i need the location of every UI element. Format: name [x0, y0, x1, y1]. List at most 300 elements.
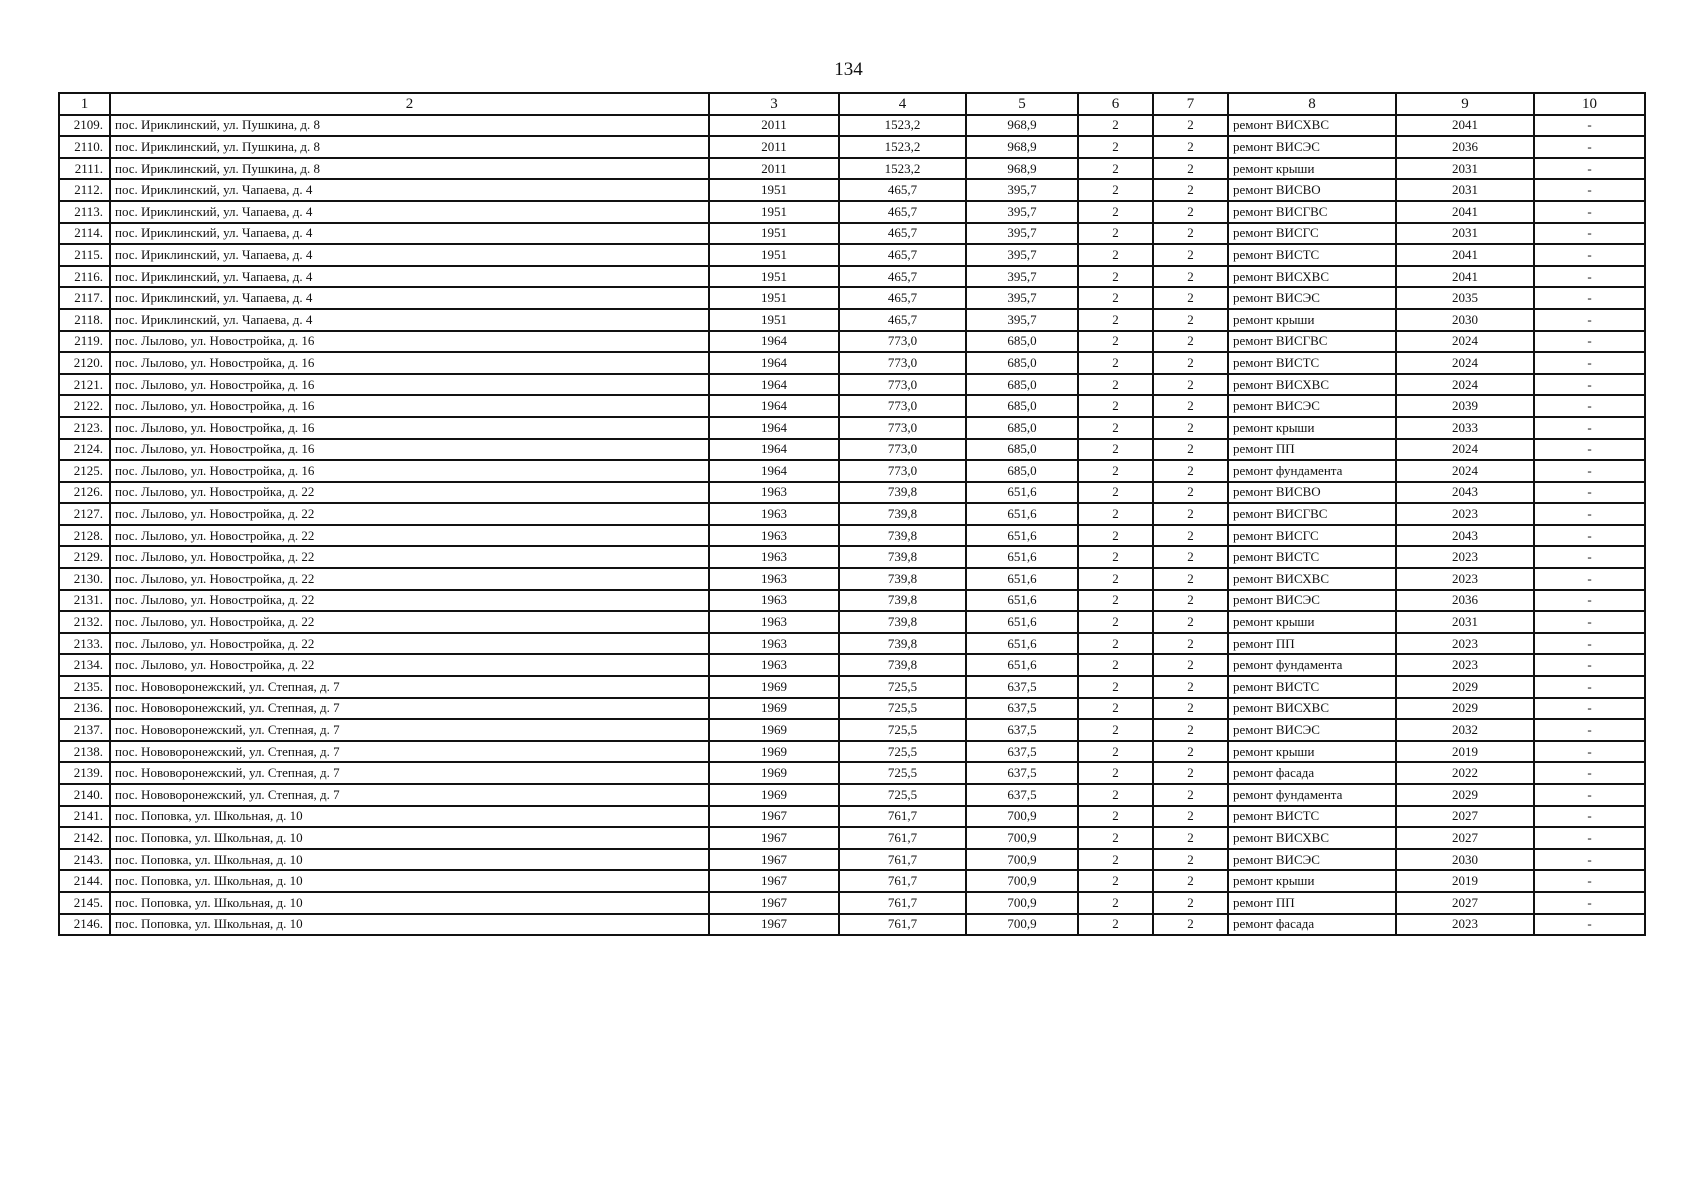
year-built-cell: 1967: [709, 827, 839, 849]
address-cell: пос. Ириклинский, ул. Чапаева, д. 4: [110, 287, 709, 309]
col-10-value-cell: -: [1534, 287, 1645, 309]
table-row: [59, 849, 1645, 871]
planned-year-cell: 2023: [1396, 503, 1534, 525]
total-area-cell: 773,0: [839, 439, 966, 461]
col-7-value-cell: 2: [1153, 158, 1228, 180]
living-area-cell: 700,9: [966, 827, 1078, 849]
work-type-cell: ремонт ВИСТС: [1228, 546, 1396, 568]
col-7-value-cell: 2: [1153, 309, 1228, 331]
total-area-cell: 739,8: [839, 590, 966, 612]
col-7-value-cell: 2: [1153, 870, 1228, 892]
col-7-value-cell: 2: [1153, 352, 1228, 374]
living-area-cell: 651,6: [966, 482, 1078, 504]
table-row: [59, 136, 1645, 158]
row-number-cell: 2115.: [59, 244, 110, 266]
table-row: [59, 417, 1645, 439]
col-6-value-cell: 2: [1078, 827, 1153, 849]
col-6-value-cell: 2: [1078, 546, 1153, 568]
row-number-cell: 2113.: [59, 201, 110, 223]
planned-year-cell: 2027: [1396, 892, 1534, 914]
living-area-cell: 637,5: [966, 741, 1078, 763]
col-6-value-cell: 2: [1078, 654, 1153, 676]
col-10-value-cell: -: [1534, 374, 1645, 396]
col-7-value-cell: 2: [1153, 676, 1228, 698]
year-built-cell: 1951: [709, 309, 839, 331]
total-area-cell: 739,8: [839, 503, 966, 525]
col-6-value-cell: 2: [1078, 266, 1153, 288]
col-10-value-cell: -: [1534, 806, 1645, 828]
col-6-value-cell: 2: [1078, 633, 1153, 655]
table-row: [59, 546, 1645, 568]
address-cell: пос. Поповка, ул. Школьная, д. 10: [110, 806, 709, 828]
col-6-value-cell: 2: [1078, 179, 1153, 201]
year-built-cell: 1963: [709, 503, 839, 525]
planned-year-cell: 2023: [1396, 914, 1534, 936]
col-7-value-cell: 2: [1153, 503, 1228, 525]
year-built-cell: 1967: [709, 870, 839, 892]
col-6-value-cell: 2: [1078, 158, 1153, 180]
address-cell: пос. Лылово, ул. Новостройка, д. 22: [110, 611, 709, 633]
year-built-cell: 1964: [709, 395, 839, 417]
table-body: [59, 115, 1645, 936]
table-row: [59, 870, 1645, 892]
living-area-cell: 651,6: [966, 525, 1078, 547]
row-number-cell: 2114.: [59, 223, 110, 245]
work-type-cell: ремонт ВИСЭС: [1228, 719, 1396, 741]
col-6-value-cell: 2: [1078, 331, 1153, 353]
row-number-cell: 2135.: [59, 676, 110, 698]
living-area-cell: 395,7: [966, 266, 1078, 288]
row-number-cell: 2126.: [59, 482, 110, 504]
total-area-cell: 761,7: [839, 914, 966, 936]
planned-year-cell: 2019: [1396, 741, 1534, 763]
living-area-cell: 700,9: [966, 914, 1078, 936]
col-6-value-cell: 2: [1078, 136, 1153, 158]
total-area-cell: 725,5: [839, 719, 966, 741]
row-number-cell: 2128.: [59, 525, 110, 547]
row-number-cell: 2121.: [59, 374, 110, 396]
table-row: [59, 374, 1645, 396]
housing-repair-table: [58, 92, 1646, 936]
work-type-cell: ремонт крыши: [1228, 158, 1396, 180]
work-type-cell: ремонт фундамента: [1228, 784, 1396, 806]
row-number-cell: 2131.: [59, 590, 110, 612]
col-10-value-cell: -: [1534, 417, 1645, 439]
year-built-cell: 1964: [709, 352, 839, 374]
total-area-cell: 465,7: [839, 266, 966, 288]
planned-year-cell: 2024: [1396, 439, 1534, 461]
living-area-cell: 651,6: [966, 568, 1078, 590]
row-number-cell: 2117.: [59, 287, 110, 309]
address-cell: пос. Поповка, ул. Школьная, д. 10: [110, 914, 709, 936]
year-built-cell: 1963: [709, 482, 839, 504]
row-number-cell: 2110.: [59, 136, 110, 158]
year-built-cell: 1964: [709, 439, 839, 461]
total-area-cell: 739,8: [839, 546, 966, 568]
living-area-cell: 685,0: [966, 439, 1078, 461]
planned-year-cell: 2043: [1396, 525, 1534, 547]
row-number-cell: 2132.: [59, 611, 110, 633]
year-built-cell: 1969: [709, 762, 839, 784]
living-area-cell: 685,0: [966, 374, 1078, 396]
address-cell: пос. Лылово, ул. Новостройка, д. 22: [110, 633, 709, 655]
column-header-4: 4: [839, 93, 966, 115]
year-built-cell: 1963: [709, 590, 839, 612]
work-type-cell: ремонт ВИСВО: [1228, 482, 1396, 504]
col-6-value-cell: 2: [1078, 460, 1153, 482]
year-built-cell: 1963: [709, 525, 839, 547]
col-10-value-cell: -: [1534, 309, 1645, 331]
work-type-cell: ремонт ВИСХВС: [1228, 568, 1396, 590]
table-row: [59, 115, 1645, 137]
planned-year-cell: 2023: [1396, 633, 1534, 655]
col-7-value-cell: 2: [1153, 374, 1228, 396]
row-number-cell: 2137.: [59, 719, 110, 741]
row-number-cell: 2127.: [59, 503, 110, 525]
address-cell: пос. Лылово, ул. Новостройка, д. 22: [110, 525, 709, 547]
col-6-value-cell: 2: [1078, 870, 1153, 892]
living-area-cell: 395,7: [966, 223, 1078, 245]
address-cell: пос. Ириклинский, ул. Пушкина, д. 8: [110, 115, 709, 137]
living-area-cell: 685,0: [966, 352, 1078, 374]
col-10-value-cell: -: [1534, 676, 1645, 698]
col-6-value-cell: 2: [1078, 439, 1153, 461]
address-cell: пос. Лылово, ул. Новостройка, д. 22: [110, 654, 709, 676]
col-10-value-cell: -: [1534, 266, 1645, 288]
col-6-value-cell: 2: [1078, 590, 1153, 612]
total-area-cell: 465,7: [839, 287, 966, 309]
year-built-cell: 1964: [709, 331, 839, 353]
row-number-cell: 2120.: [59, 352, 110, 374]
address-cell: пос. Ириклинский, ул. Пушкина, д. 8: [110, 158, 709, 180]
living-area-cell: 651,6: [966, 654, 1078, 676]
work-type-cell: ремонт ВИСЭС: [1228, 287, 1396, 309]
col-10-value-cell: -: [1534, 352, 1645, 374]
year-built-cell: 1967: [709, 914, 839, 936]
address-cell: пос. Лылово, ул. Новостройка, д. 22: [110, 546, 709, 568]
work-type-cell: ремонт ВИСТС: [1228, 352, 1396, 374]
column-header-7: 7: [1153, 93, 1228, 115]
col-6-value-cell: 2: [1078, 287, 1153, 309]
table-row: [59, 611, 1645, 633]
address-cell: пос. Лылово, ул. Новостройка, д. 22: [110, 503, 709, 525]
year-built-cell: 1951: [709, 223, 839, 245]
table-row: [59, 590, 1645, 612]
address-cell: пос. Лылово, ул. Новостройка, д. 22: [110, 482, 709, 504]
address-cell: пос. Лылово, ул. Новостройка, д. 16: [110, 439, 709, 461]
row-number-cell: 2122.: [59, 395, 110, 417]
planned-year-cell: 2031: [1396, 158, 1534, 180]
col-10-value-cell: -: [1534, 179, 1645, 201]
col-10-value-cell: -: [1534, 136, 1645, 158]
total-area-cell: 761,7: [839, 827, 966, 849]
table-row: [59, 525, 1645, 547]
row-number-cell: 2129.: [59, 546, 110, 568]
col-7-value-cell: 2: [1153, 611, 1228, 633]
table-row: [59, 654, 1645, 676]
col-10-value-cell: -: [1534, 719, 1645, 741]
row-number-cell: 2124.: [59, 439, 110, 461]
col-10-value-cell: -: [1534, 482, 1645, 504]
col-7-value-cell: 2: [1153, 417, 1228, 439]
living-area-cell: 700,9: [966, 849, 1078, 871]
total-area-cell: 761,7: [839, 806, 966, 828]
row-number-cell: 2140.: [59, 784, 110, 806]
work-type-cell: ремонт ВИСТС: [1228, 244, 1396, 266]
work-type-cell: ремонт ВИСГВС: [1228, 503, 1396, 525]
work-type-cell: ремонт ВИСГВС: [1228, 331, 1396, 353]
col-6-value-cell: 2: [1078, 784, 1153, 806]
row-number-cell: 2144.: [59, 870, 110, 892]
col-7-value-cell: 2: [1153, 784, 1228, 806]
table-row: [59, 784, 1645, 806]
table-row: [59, 395, 1645, 417]
work-type-cell: ремонт фасада: [1228, 914, 1396, 936]
year-built-cell: 1969: [709, 719, 839, 741]
col-7-value-cell: 2: [1153, 719, 1228, 741]
address-cell: пос. Нововоронежский, ул. Степная, д. 7: [110, 676, 709, 698]
work-type-cell: ремонт ВИСХВС: [1228, 266, 1396, 288]
living-area-cell: 637,5: [966, 784, 1078, 806]
year-built-cell: 1963: [709, 654, 839, 676]
planned-year-cell: 2024: [1396, 352, 1534, 374]
living-area-cell: 651,6: [966, 611, 1078, 633]
address-cell: пос. Ириклинский, ул. Чапаева, д. 4: [110, 309, 709, 331]
col-6-value-cell: 2: [1078, 244, 1153, 266]
col-7-value-cell: 2: [1153, 806, 1228, 828]
living-area-cell: 700,9: [966, 892, 1078, 914]
living-area-cell: 395,7: [966, 201, 1078, 223]
work-type-cell: ремонт ВИСЭС: [1228, 849, 1396, 871]
work-type-cell: ремонт ВИСХВС: [1228, 698, 1396, 720]
living-area-cell: 395,7: [966, 309, 1078, 331]
address-cell: пос. Лылово, ул. Новостройка, д. 16: [110, 417, 709, 439]
col-6-value-cell: 2: [1078, 676, 1153, 698]
column-header-9: 9: [1396, 93, 1534, 115]
total-area-cell: 1523,2: [839, 158, 966, 180]
total-area-cell: 725,5: [839, 698, 966, 720]
work-type-cell: ремонт ВИСГС: [1228, 525, 1396, 547]
work-type-cell: ремонт крыши: [1228, 611, 1396, 633]
row-number-cell: 2116.: [59, 266, 110, 288]
total-area-cell: 465,7: [839, 201, 966, 223]
col-6-value-cell: 2: [1078, 741, 1153, 763]
living-area-cell: 637,5: [966, 762, 1078, 784]
year-built-cell: 1963: [709, 546, 839, 568]
row-number-cell: 2133.: [59, 633, 110, 655]
total-area-cell: 739,8: [839, 633, 966, 655]
table-row: [59, 179, 1645, 201]
col-10-value-cell: -: [1534, 849, 1645, 871]
table-row: [59, 568, 1645, 590]
row-number-cell: 2136.: [59, 698, 110, 720]
col-10-value-cell: -: [1534, 914, 1645, 936]
work-type-cell: ремонт фасада: [1228, 762, 1396, 784]
column-header-2: 2: [110, 93, 709, 115]
living-area-cell: 968,9: [966, 136, 1078, 158]
col-6-value-cell: 2: [1078, 115, 1153, 137]
planned-year-cell: 2024: [1396, 374, 1534, 396]
total-area-cell: 725,5: [839, 741, 966, 763]
work-type-cell: ремонт ВИСХВС: [1228, 115, 1396, 137]
table-row: [59, 331, 1645, 353]
col-7-value-cell: 2: [1153, 287, 1228, 309]
living-area-cell: 700,9: [966, 806, 1078, 828]
year-built-cell: 1963: [709, 611, 839, 633]
col-10-value-cell: -: [1534, 223, 1645, 245]
col-6-value-cell: 2: [1078, 849, 1153, 871]
living-area-cell: 395,7: [966, 179, 1078, 201]
table-row: [59, 439, 1645, 461]
table-row: [59, 914, 1645, 936]
address-cell: пос. Ириклинский, ул. Чапаева, д. 4: [110, 266, 709, 288]
planned-year-cell: 2031: [1396, 611, 1534, 633]
planned-year-cell: 2033: [1396, 417, 1534, 439]
col-10-value-cell: -: [1534, 827, 1645, 849]
work-type-cell: ремонт ВИСВО: [1228, 179, 1396, 201]
living-area-cell: 685,0: [966, 460, 1078, 482]
table-row: [59, 460, 1645, 482]
table-row: [59, 719, 1645, 741]
col-10-value-cell: -: [1534, 870, 1645, 892]
total-area-cell: 773,0: [839, 460, 966, 482]
row-number-cell: 2111.: [59, 158, 110, 180]
total-area-cell: 465,7: [839, 223, 966, 245]
col-10-value-cell: -: [1534, 698, 1645, 720]
planned-year-cell: 2036: [1396, 136, 1534, 158]
col-7-value-cell: 2: [1153, 331, 1228, 353]
total-area-cell: 739,8: [839, 482, 966, 504]
address-cell: пос. Лылово, ул. Новостройка, д. 16: [110, 395, 709, 417]
table-row: [59, 201, 1645, 223]
work-type-cell: ремонт фундамента: [1228, 460, 1396, 482]
planned-year-cell: 2041: [1396, 244, 1534, 266]
address-cell: пос. Поповка, ул. Школьная, д. 10: [110, 849, 709, 871]
year-built-cell: 1951: [709, 266, 839, 288]
row-number-cell: 2125.: [59, 460, 110, 482]
col-6-value-cell: 2: [1078, 525, 1153, 547]
year-built-cell: 2011: [709, 158, 839, 180]
planned-year-cell: 2023: [1396, 654, 1534, 676]
address-cell: пос. Ириклинский, ул. Пушкина, д. 8: [110, 136, 709, 158]
table-header: [59, 93, 1645, 115]
total-area-cell: 725,5: [839, 676, 966, 698]
work-type-cell: ремонт ВИСЭС: [1228, 395, 1396, 417]
col-6-value-cell: 2: [1078, 698, 1153, 720]
column-header-1: 1: [59, 93, 110, 115]
year-built-cell: 1969: [709, 676, 839, 698]
living-area-cell: 637,5: [966, 719, 1078, 741]
row-number-cell: 2142.: [59, 827, 110, 849]
page-number: 134: [834, 59, 863, 80]
total-area-cell: 739,8: [839, 568, 966, 590]
table-row: [59, 503, 1645, 525]
work-type-cell: ремонт ВИСГС: [1228, 223, 1396, 245]
row-number-cell: 2118.: [59, 309, 110, 331]
address-cell: пос. Ириклинский, ул. Чапаева, д. 4: [110, 244, 709, 266]
planned-year-cell: 2022: [1396, 762, 1534, 784]
year-built-cell: 1951: [709, 201, 839, 223]
planned-year-cell: 2031: [1396, 223, 1534, 245]
year-built-cell: 1967: [709, 849, 839, 871]
year-built-cell: 1969: [709, 741, 839, 763]
column-header-8: 8: [1228, 93, 1396, 115]
col-6-value-cell: 2: [1078, 374, 1153, 396]
planned-year-cell: 2032: [1396, 719, 1534, 741]
col-6-value-cell: 2: [1078, 201, 1153, 223]
col-6-value-cell: 2: [1078, 914, 1153, 936]
work-type-cell: ремонт крыши: [1228, 741, 1396, 763]
col-6-value-cell: 2: [1078, 719, 1153, 741]
total-area-cell: 1523,2: [839, 136, 966, 158]
planned-year-cell: 2041: [1396, 201, 1534, 223]
living-area-cell: 395,7: [966, 287, 1078, 309]
year-built-cell: 2011: [709, 115, 839, 137]
planned-year-cell: 2029: [1396, 784, 1534, 806]
col-10-value-cell: -: [1534, 568, 1645, 590]
column-header-3: 3: [709, 93, 839, 115]
address-cell: пос. Лылово, ул. Новостройка, д. 16: [110, 374, 709, 396]
col-10-value-cell: -: [1534, 654, 1645, 676]
row-number-cell: 2134.: [59, 654, 110, 676]
row-number-cell: 2123.: [59, 417, 110, 439]
planned-year-cell: 2043: [1396, 482, 1534, 504]
total-area-cell: 465,7: [839, 179, 966, 201]
col-7-value-cell: 2: [1153, 568, 1228, 590]
col-7-value-cell: 2: [1153, 698, 1228, 720]
work-type-cell: ремонт ВИСХВС: [1228, 827, 1396, 849]
col-7-value-cell: 2: [1153, 179, 1228, 201]
row-number-cell: 2119.: [59, 331, 110, 353]
table-row: [59, 698, 1645, 720]
row-number-cell: 2139.: [59, 762, 110, 784]
col-10-value-cell: -: [1534, 633, 1645, 655]
living-area-cell: 651,6: [966, 546, 1078, 568]
col-10-value-cell: -: [1534, 460, 1645, 482]
col-10-value-cell: -: [1534, 525, 1645, 547]
planned-year-cell: 2024: [1396, 460, 1534, 482]
planned-year-cell: 2023: [1396, 568, 1534, 590]
planned-year-cell: 2036: [1396, 590, 1534, 612]
total-area-cell: 465,7: [839, 244, 966, 266]
col-7-value-cell: 2: [1153, 482, 1228, 504]
col-10-value-cell: -: [1534, 201, 1645, 223]
work-type-cell: ремонт ПП: [1228, 892, 1396, 914]
address-cell: пос. Поповка, ул. Школьная, д. 10: [110, 827, 709, 849]
col-7-value-cell: 2: [1153, 741, 1228, 763]
work-type-cell: ремонт ПП: [1228, 439, 1396, 461]
col-6-value-cell: 2: [1078, 611, 1153, 633]
table-row: [59, 741, 1645, 763]
col-7-value-cell: 2: [1153, 762, 1228, 784]
col-10-value-cell: -: [1534, 590, 1645, 612]
col-7-value-cell: 2: [1153, 633, 1228, 655]
address-cell: пос. Нововоронежский, ул. Степная, д. 7: [110, 741, 709, 763]
table-row: [59, 158, 1645, 180]
work-type-cell: ремонт ПП: [1228, 633, 1396, 655]
col-7-value-cell: 2: [1153, 223, 1228, 245]
table-row: [59, 309, 1645, 331]
year-built-cell: 1967: [709, 892, 839, 914]
address-cell: пос. Поповка, ул. Школьная, д. 10: [110, 870, 709, 892]
col-6-value-cell: 2: [1078, 806, 1153, 828]
work-type-cell: ремонт крыши: [1228, 417, 1396, 439]
address-cell: пос. Ириклинский, ул. Чапаева, д. 4: [110, 201, 709, 223]
col-7-value-cell: 2: [1153, 395, 1228, 417]
planned-year-cell: 2023: [1396, 546, 1534, 568]
table-row: [59, 352, 1645, 374]
col-10-value-cell: -: [1534, 546, 1645, 568]
